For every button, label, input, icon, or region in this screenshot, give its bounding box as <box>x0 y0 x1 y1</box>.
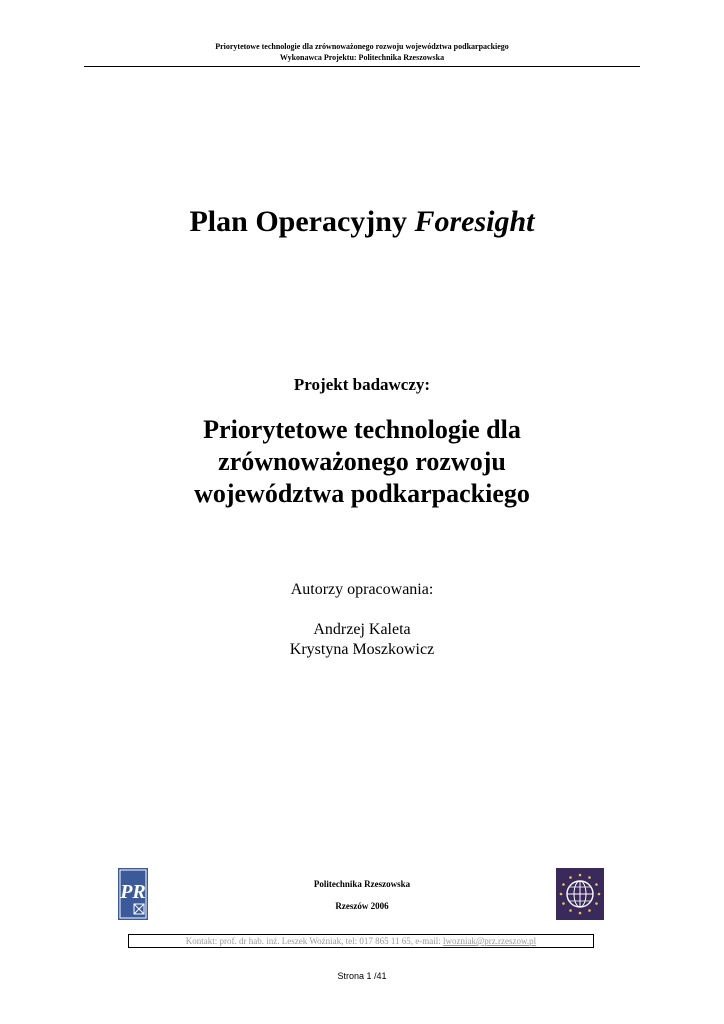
document-title-italic: Foresight <box>414 205 535 238</box>
document-title <box>0 204 724 240</box>
header-divider <box>84 66 640 67</box>
authors-list <box>0 620 724 660</box>
project-label: Projekt badawczy: <box>293 375 431 394</box>
running-header-line-1: Priorytetowe technologie dla zrównoważonego rozwoju województwa podkarpackiego <box>215 42 509 51</box>
politechnika-rzeszowska-logo-icon <box>118 868 148 920</box>
svg-text:PR: PR <box>120 881 146 903</box>
author-name: Andrzej Kaleta <box>313 621 411 638</box>
contact-box <box>128 934 594 948</box>
place-and-year: Rzeszów 2006 <box>335 901 389 911</box>
author-name: Krystyna Moszkowicz <box>289 641 435 658</box>
running-header <box>80 41 644 63</box>
authors-label: Autorzy opracowania: <box>290 581 434 598</box>
foresight-globe-logo-icon <box>556 868 604 920</box>
contact-email-link[interactable]: lwozniak@prz.rzeszow.pl <box>443 936 537 946</box>
project-title-line-3: województwa podkarpackiego <box>194 479 530 508</box>
page-number: Strona 1 /41 <box>337 971 387 981</box>
project-title <box>0 414 724 510</box>
contact-text: Kontakt: prof. dr hab. inż. Leszek Woźniak, tel: 017 865 11 65, e-mail: <box>185 936 444 946</box>
project-title-line-1: Priorytetowe technologie dla <box>203 415 521 444</box>
project-title-line-2: zrównoważonego rozwoju <box>218 447 506 476</box>
institution-name: Politechnika Rzeszowska <box>313 879 411 889</box>
document-title-main: Plan Operacyjny <box>189 205 415 238</box>
running-header-line-2: Wykonawca Projektu: Politechnika Rzeszowska <box>279 53 445 62</box>
